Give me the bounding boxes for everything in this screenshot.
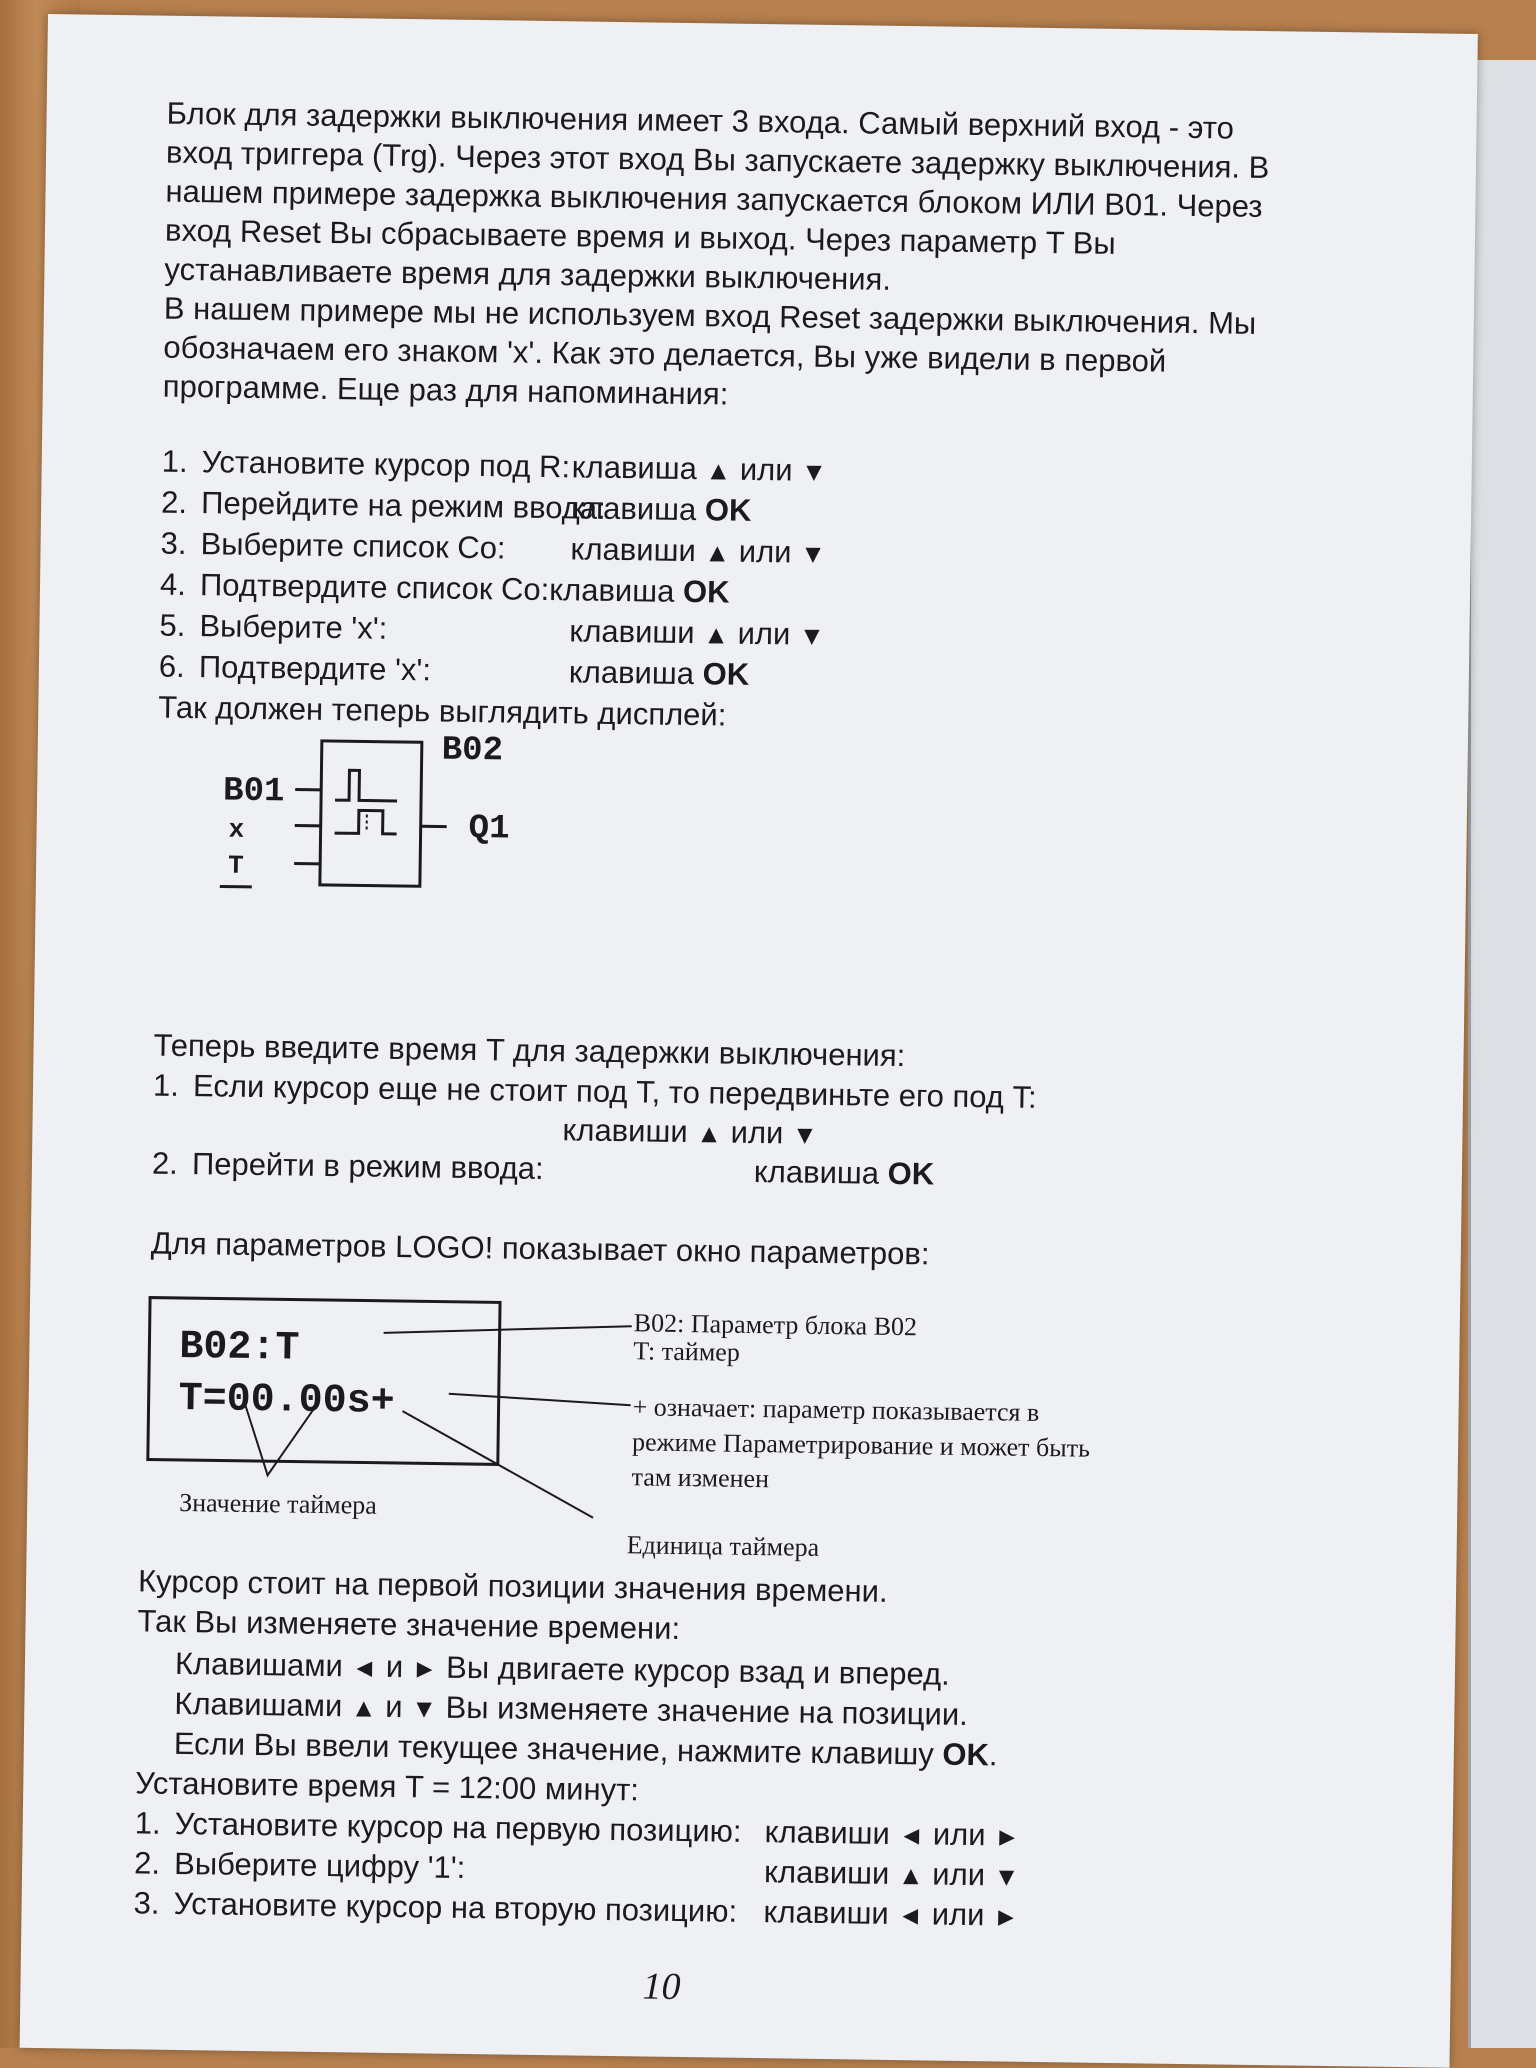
ok-key-label: OK xyxy=(702,656,749,692)
instruction-line: Клавишами ▲ и ▼ Вы изменяете значение на позиции. xyxy=(174,1684,968,1736)
step-number: 1. xyxy=(153,1066,179,1105)
set-time-heading: Установите время T = 12:00 минут: xyxy=(135,1763,639,1809)
down-arrow-icon: ▼ xyxy=(799,621,825,651)
down-arrow-icon: ▼ xyxy=(801,457,827,487)
param-window-line2: T=00.00s+ xyxy=(178,1380,395,1422)
annotation-plus: режиме Параметрирование и может быть xyxy=(632,1425,1090,1465)
step-text: Подтвердите 'x': xyxy=(199,647,432,689)
step-key: клавиша OK xyxy=(569,652,750,694)
up-arrow-icon: ▲ xyxy=(351,1692,377,1722)
up-arrow-icon: ▲ xyxy=(696,1118,722,1148)
step-number: 3. xyxy=(133,1883,159,1922)
left-arrow-icon: ◄ xyxy=(898,1820,924,1850)
down-arrow-icon: ▼ xyxy=(800,539,826,569)
step-number: 3. xyxy=(160,524,186,563)
step-text: Выберите цифру '1': xyxy=(174,1844,466,1887)
step-number: 2. xyxy=(152,1144,178,1183)
next-page-edge xyxy=(1468,60,1536,2048)
ok-key-label: OK xyxy=(887,1156,934,1192)
instruction-line: Если Вы ввели текущее значение, нажмите клавишу OK. xyxy=(174,1724,998,1774)
input-label: B01 xyxy=(223,773,285,813)
block-label: B02 xyxy=(441,732,503,772)
cursor-line: Курсор стоит на первой позиции значения времени. xyxy=(138,1561,888,1610)
annotation-timer-value: Значение таймера xyxy=(179,1486,377,1523)
down-arrow-icon: ▼ xyxy=(993,1861,1019,1891)
step-text: Установите курсор под R: xyxy=(201,442,570,486)
step-key: клавиши ▲ или ▼ xyxy=(569,611,825,656)
ok-key-label: OK xyxy=(705,492,752,528)
step-text: Перейти в режим ввода: xyxy=(192,1144,544,1188)
intro-line: вход Reset Вы сбрасываете время и выход. Через параметр T Вы xyxy=(165,211,1116,263)
annotation-plus: + означает: параметр показывается в xyxy=(632,1390,1039,1430)
param-label: T xyxy=(228,847,244,886)
reset-label: x xyxy=(228,811,244,850)
step-number: 6. xyxy=(159,647,185,686)
up-arrow-icon: ▲ xyxy=(703,619,729,649)
manual-page xyxy=(20,14,1478,2068)
instruction-line: Клавишами ◄ и ► Вы двигаете курсор взад и вперед. xyxy=(175,1644,950,1696)
right-arrow-icon: ► xyxy=(412,1653,438,1683)
down-arrow-icon: ▼ xyxy=(411,1693,437,1723)
step-key: клавиши ◄ или ► xyxy=(763,1892,1019,1937)
intro-line: обозначаем его знаком 'x'. Как это делается, Вы уже видели в первой xyxy=(163,328,1166,381)
step-key: клавиша OK xyxy=(571,488,752,530)
step-key: клавиша OK xyxy=(754,1152,935,1194)
display-caption: Так должен теперь выглядить дисплей: xyxy=(158,688,727,735)
left-arrow-icon: ◄ xyxy=(897,1900,923,1930)
intro-line: устанавливаете время для задержки выключения. xyxy=(164,250,891,299)
right-arrow-icon: ► xyxy=(994,1821,1020,1851)
ok-key-label: OK xyxy=(683,574,730,610)
step-text: Установите курсор на первую позицию: xyxy=(174,1804,741,1851)
intro-line: Блок для задержки выключения имеет 3 входа. Самый верхний вход - это xyxy=(166,94,1234,148)
annotation-timer: T: таймер xyxy=(633,1334,740,1369)
step-text: Если курсор еще не стоит под T, то передвиньте его под T: xyxy=(193,1066,1037,1117)
step-number: 2. xyxy=(134,1843,160,1882)
cursor-line: Так Вы изменяете значение времени: xyxy=(137,1601,680,1648)
ok-key-label: OK xyxy=(942,1737,989,1773)
step-key: клавиша ▲ или ▼ xyxy=(571,447,827,492)
intro-line: вход триггера (Trg). Через этот вход Вы запускаете задержку выключения. В xyxy=(166,133,1270,187)
step-key: клавиши ▲ или ▼ xyxy=(764,1852,1020,1897)
right-arrow-icon: ► xyxy=(993,1901,1019,1931)
param-window-line1: B02:T xyxy=(179,1328,300,1369)
step-number: 4. xyxy=(160,565,186,604)
step-text: Подтвердите список Co:клавиша OK xyxy=(200,565,730,611)
parameter-window xyxy=(48,14,1478,34)
intro-line: программе. Еще раз для напоминания: xyxy=(163,367,729,414)
step-number: 1. xyxy=(134,1803,160,1842)
intro-line: нашем примере задержка выключения запускается блоком ИЛИ B01. Через xyxy=(165,172,1263,226)
output-label: Q1 xyxy=(468,810,509,850)
step-text: Выберите список Co: xyxy=(200,524,505,567)
annotation-plus: там изменен xyxy=(631,1460,769,1496)
step-text: Перейдите на режим ввода: xyxy=(201,483,606,528)
page-number: 10 xyxy=(642,1964,681,2009)
step-number: 5. xyxy=(159,606,185,645)
step-text: Установите курсор на вторую позицию: xyxy=(173,1884,737,1931)
up-arrow-icon: ▲ xyxy=(705,455,731,485)
params-caption: Для параметров LOGO! показывает окно параметров: xyxy=(151,1224,930,1274)
step-key: клавиши ▲ или ▼ xyxy=(562,1110,818,1155)
down-arrow-icon: ▼ xyxy=(792,1119,818,1149)
annotation-block-param: B02: Параметр блока B02 xyxy=(634,1306,918,1344)
step-key: клавиши ▲ или ▼ xyxy=(570,529,826,574)
up-arrow-icon: ▲ xyxy=(898,1860,924,1890)
annotation-timer-unit: Единица таймера xyxy=(626,1528,819,1565)
step-key: клавиши ◄ или ► xyxy=(764,1812,1020,1857)
intro-line: В нашем примере мы не используем вход Reset задержки выключения. Мы xyxy=(164,289,1257,343)
time-intro: Теперь введите время T для задержки выключения: xyxy=(153,1026,905,1075)
left-arrow-icon: ◄ xyxy=(351,1652,377,1682)
step-text: Выберите 'x': xyxy=(199,606,387,648)
up-arrow-icon: ▲ xyxy=(704,537,730,567)
step-number: 2. xyxy=(161,483,187,522)
step-number: 1. xyxy=(161,442,187,481)
